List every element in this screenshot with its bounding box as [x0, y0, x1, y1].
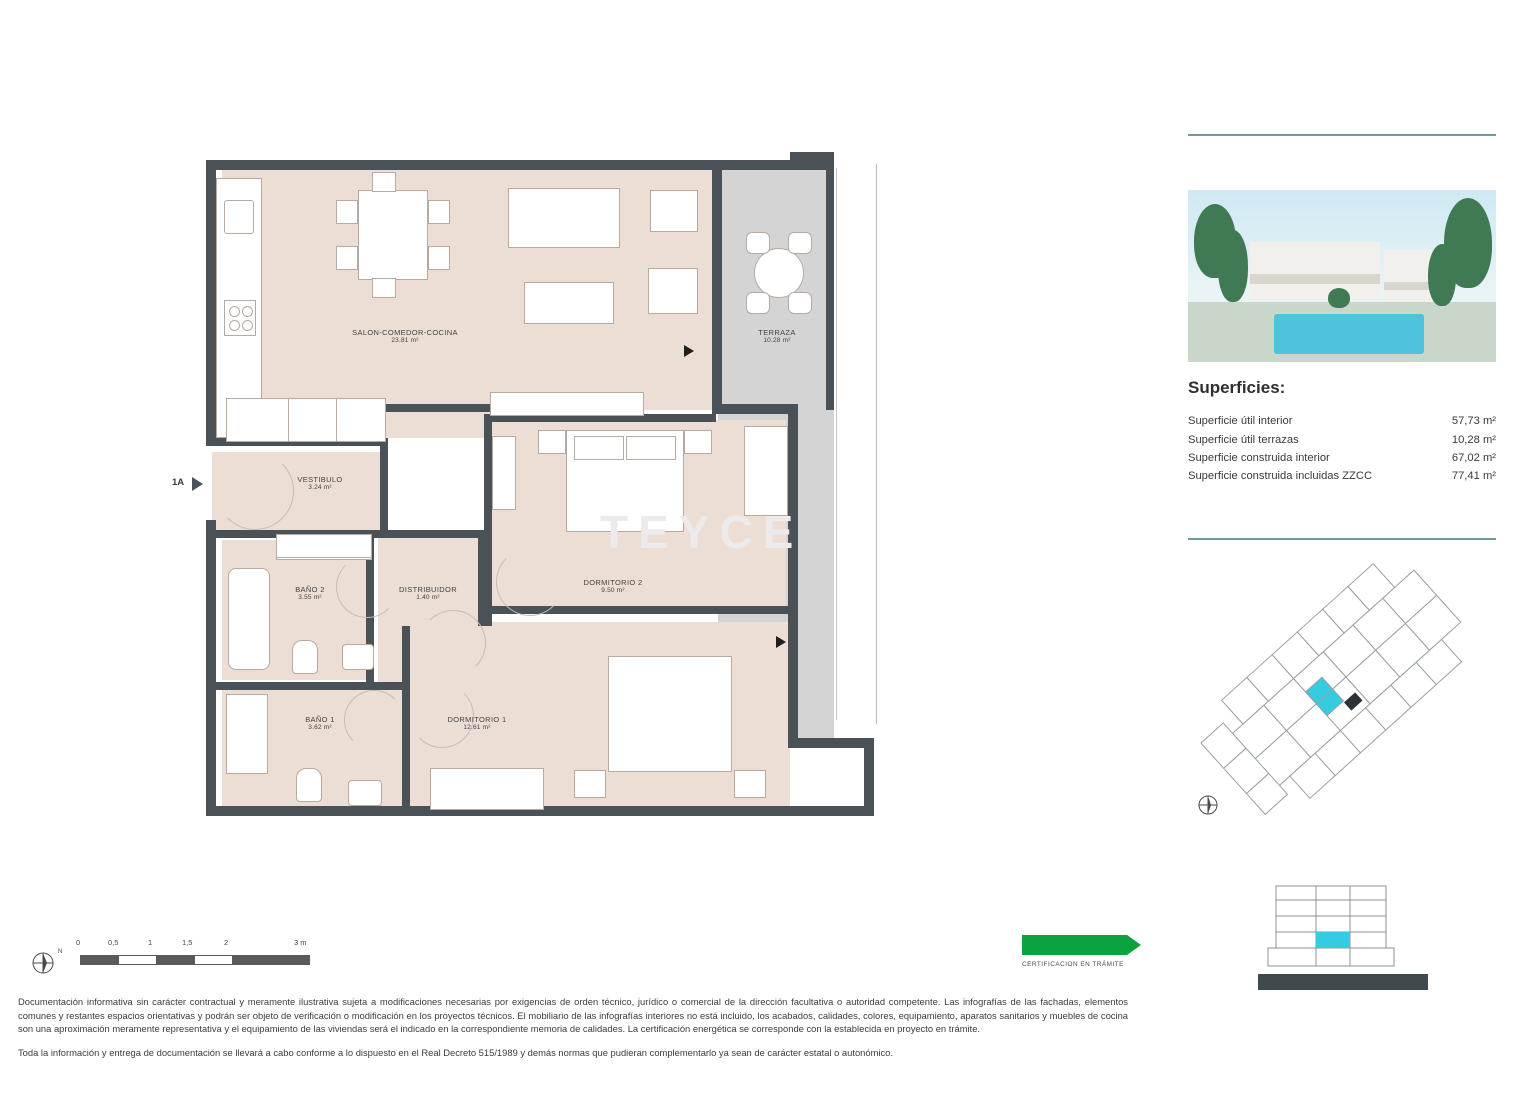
room-label-living: SALON-COMEDOR-COCINA 23.81 m²: [352, 328, 458, 345]
render-pool: [1274, 314, 1424, 354]
room-label-bed2: DORMITORIO 2 9.50 m²: [583, 578, 643, 595]
wall-bottom: [266, 806, 832, 816]
partition-hall-right: [380, 438, 388, 532]
kitchen-island-right: [336, 398, 386, 442]
entry-direction-icon: [192, 477, 203, 491]
terrace-chair-3: [746, 292, 770, 314]
kitchen-hob: [224, 300, 256, 336]
wall-left-lower: [206, 690, 216, 816]
surface-row-2: [1188, 449, 1496, 467]
bath1-sink: [348, 780, 382, 806]
wall-right-lower: [864, 738, 874, 816]
room-label-bath2: BAÑO 2 3.55 m²: [295, 585, 325, 602]
scale-bar: [36, 935, 356, 975]
wall-right-step: [712, 404, 798, 414]
surfaces-title: Superficies:: [1188, 378, 1286, 397]
surface-value-0: 57,73 m²: [1451, 415, 1496, 428]
bath2-toilet: [292, 640, 318, 674]
dining-chair-1: [336, 200, 358, 224]
scale-north-letter: N: [58, 949, 63, 955]
terrace-chair-1: [746, 232, 770, 254]
kitchen-hob-burner-4: [242, 320, 253, 331]
section-svg: [1258, 880, 1428, 1010]
scale-seg-4: [194, 955, 234, 965]
room-label-bed1: DORMITORIO 1 12.61 m²: [447, 715, 507, 732]
terrace-rail-outer: [876, 164, 877, 724]
key-plan-svg: [1188, 555, 1496, 835]
kitchen-hob-burner-1: [229, 306, 240, 317]
scale-tick-5: 3 m: [294, 938, 307, 947]
room-fill-living: [222, 168, 718, 410]
scale-tick-2: 1: [148, 938, 153, 947]
kitchen-sink: [224, 200, 254, 234]
bed2-pillow-right: [626, 436, 676, 460]
certification-arrow-icon: [1022, 935, 1127, 955]
key-plan-compass-icon: [1196, 793, 1220, 817]
surface-label-1: Superficie útil terrazas: [1188, 433, 1299, 446]
dining-chair-2: [336, 246, 358, 270]
wall-right-step2: [788, 738, 874, 748]
energy-certification: [1022, 935, 1142, 968]
certification-label: CERTIFICACION EN TRÁMITE: [1022, 961, 1124, 968]
bed2-pillow-left: [574, 436, 624, 460]
dining-chair-3: [428, 200, 450, 224]
divider-bottom: [1188, 538, 1496, 540]
bed1-nightstand-left: [574, 770, 606, 798]
surface-label-3: Superficie construida incluidas ZZCC: [1188, 470, 1373, 483]
wall-left-mid: [206, 520, 216, 696]
armchair-2: [648, 268, 698, 314]
legal-paragraph-1: Documentación informativa sin carácter contractual y meramente ilustrativa sujeta a modificaciones necesarias por exigencias de orden técnico, jurídico o comercial de la dirección facultativa o autoridad competente. Las infografías de las fachadas, elementos comunes y restantes espacios orientativas y podrán ser objeto de verificación o modificación en los proyectos técnicos. El mobiliario de las infografías interiores no está incluido, los acabados, calidades, colores, equipamiento, aparatos sanitarios y muebles de cocina son una aproximación meramente representativa y el equipamiento de las viviendas será el indicado en la correspondiente memoria de calidades. La certificación energética se corresponde con la establecida en proyecto en trámite.: [18, 996, 1128, 1035]
terrace-access-icon-2: [776, 636, 786, 648]
wall-right-upper: [712, 160, 722, 410]
dining-table: [358, 190, 428, 280]
scale-seg-5: [232, 955, 310, 965]
bath2-sink: [342, 644, 374, 670]
bed1-bed: [608, 656, 732, 772]
wall-bottom-left-step: [206, 806, 276, 816]
bed2-nightstand-right: [684, 430, 712, 454]
render-tree-right-2: [1428, 244, 1456, 306]
scale-tick-1: 0,5: [108, 938, 119, 947]
bath1-shower: [226, 694, 268, 774]
armchair-1: [650, 190, 698, 232]
bed1-wardrobe: [430, 768, 544, 810]
room-label-bath1: BAÑO 1 3.62 m²: [305, 715, 335, 732]
watermark: TEYCE: [600, 506, 804, 558]
dining-chair-6: [372, 278, 396, 298]
partition-bath1-top: [216, 682, 408, 690]
terrace-chair-2: [788, 232, 812, 254]
render-building-shadow: [1250, 274, 1380, 284]
divider-top: [1188, 134, 1496, 136]
bath1-toilet: [296, 768, 322, 802]
unit-label: 1A: [172, 477, 185, 488]
info-panel: [1188, 0, 1498, 1095]
hall-wardrobe: [276, 534, 372, 558]
surface-value-1: 10,28 m²: [1451, 433, 1496, 446]
scale-tick-3: 1,5: [182, 938, 193, 947]
terrace-rail-inner: [836, 168, 837, 720]
room-label-corridor: DISTRIBUIDOR 1.40 m²: [399, 585, 457, 602]
wall-terrace-edge: [826, 160, 834, 410]
scale-seg-3: [156, 955, 196, 965]
bed2-wardrobe: [744, 426, 788, 516]
surface-label-0: Superficie útil interior: [1188, 415, 1293, 428]
render-tree-left-2: [1218, 230, 1248, 302]
room-label-hall: VESTIBULO 3.24 m²: [297, 475, 343, 492]
scale-seg-1: [80, 955, 120, 965]
scale-tick-4: 2: [224, 938, 229, 947]
building-section-diagram: [1258, 880, 1428, 1010]
kitchen-island-left: [226, 398, 290, 442]
bed2-nightstand-left: [538, 430, 566, 454]
surface-row-0: [1188, 412, 1496, 430]
surface-label-2: Superficie construida interior: [1188, 451, 1330, 464]
scale-tick-0: 0: [76, 938, 81, 947]
room-label-terrace: TERRAZA 10.28 m²: [758, 328, 796, 345]
kitchen-hob-burner-3: [229, 320, 240, 331]
tv-console: [490, 392, 644, 416]
scale-seg-2: [118, 955, 158, 965]
terrace-chair-4: [788, 292, 812, 314]
building-render-image: [1188, 190, 1496, 362]
coffee-table: [524, 282, 614, 324]
render-shrub-center: [1328, 288, 1350, 308]
dining-chair-5: [372, 172, 396, 192]
legal-paragraph-2: Toda la información y entrega de documentación se llevará a cabo conforme a lo dispuesto en el Real Decreto 515/1989 y demás normas que pudieran complementarlo ya sean de carácter estatal o autonómico.: [18, 1046, 893, 1058]
kitchen-hob-burner-2: [242, 306, 253, 317]
surface-row-3: [1188, 467, 1496, 485]
door-arc-corridor: [420, 610, 486, 676]
kitchen-island-mid: [288, 398, 338, 442]
surface-row-1: [1188, 430, 1496, 448]
render-building-main: [1250, 242, 1380, 300]
wall-left-upper: [206, 160, 216, 446]
sofa: [508, 188, 620, 248]
surface-value-3: 77,41 m²: [1451, 470, 1496, 483]
dining-chair-4: [428, 246, 450, 270]
bed1-nightstand-right: [734, 770, 766, 798]
legal-footer: [18, 995, 1128, 1070]
key-plan: [1188, 555, 1496, 835]
wall-bottom-right: [824, 806, 874, 816]
terrace-table: [754, 248, 804, 298]
partition-bed2-left: [484, 414, 492, 626]
surface-value-2: 67,02 m²: [1451, 451, 1496, 464]
bed2-window-seat: [492, 436, 516, 510]
surfaces-list: [1188, 412, 1496, 486]
wall-top: [206, 160, 832, 170]
wall-right-col2: [788, 612, 798, 746]
terrace-access-icon-1: [684, 345, 694, 357]
bath2-bathtub: [228, 568, 270, 670]
